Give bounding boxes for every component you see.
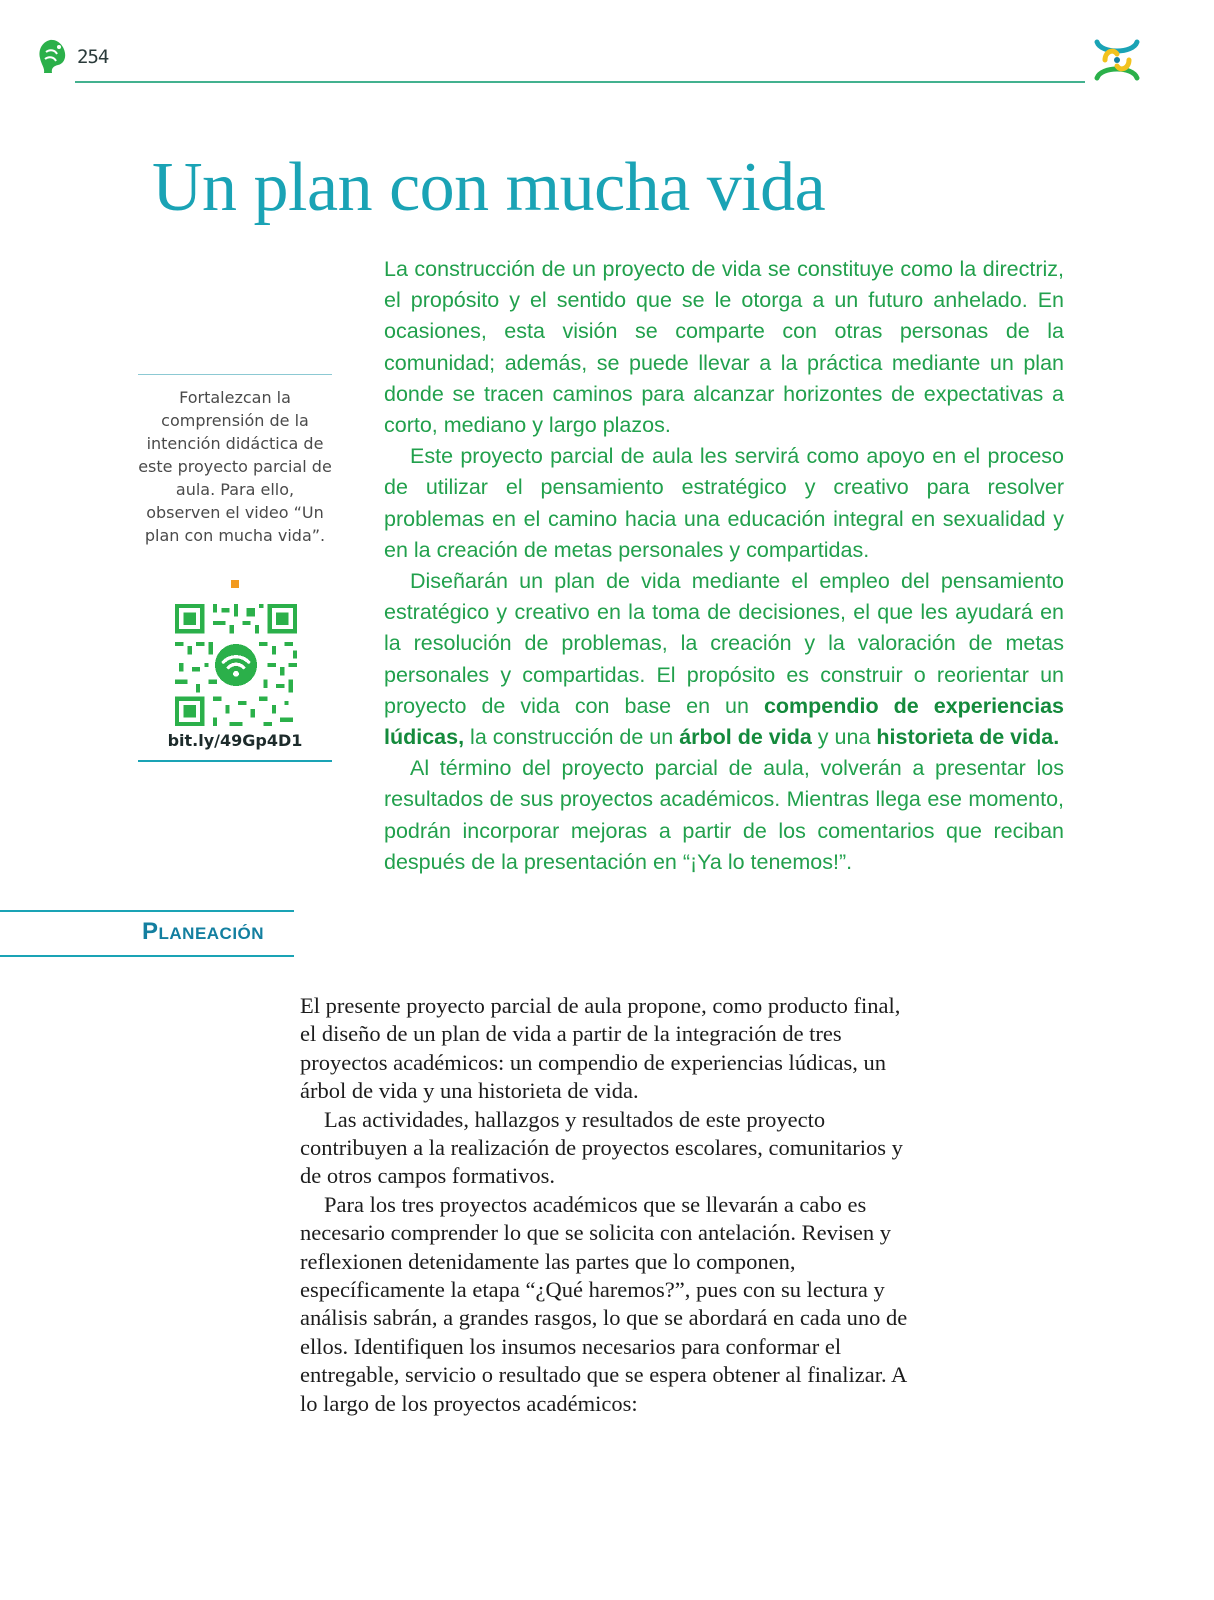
highlight-historieta: historieta de vida. bbox=[876, 725, 1060, 750]
page-title: Un plan con mucha vida bbox=[152, 149, 826, 226]
sidebar-bottom-rule bbox=[138, 760, 332, 762]
intro-paragraph-3 bbox=[384, 566, 1064, 753]
body-text bbox=[300, 992, 920, 1418]
intro-paragraph-3-text-d: y una bbox=[811, 725, 877, 750]
header-rule bbox=[75, 81, 1085, 83]
sidebar-top-rule bbox=[138, 374, 332, 375]
sidebar-note: Fortalezcan la comprensión de la intención didáctica de este proyecto parcial de aula. Para ello, observen el video “Un plan con mucha vida”. bbox=[138, 388, 332, 545]
intro-paragraph-3-text-a: Diseñarán un plan de vida mediante el empleo del pensamiento estratégico y creativo en la toma de decisiones, el que les ayudará en la resolución de problemas, la creación y la valoración de metas personales y compartidas. El propósito es construir o reorientar un proyecto de vida con base en un bbox=[384, 569, 1064, 718]
section-bottom-rule bbox=[0, 955, 294, 957]
orange-marker-icon bbox=[231, 580, 239, 588]
intro-text bbox=[384, 254, 1064, 878]
page-number: 254 bbox=[77, 46, 109, 68]
highlight-arbol: árbol de vida bbox=[679, 725, 812, 750]
intro-paragraph-3-text-c: la construcción de un bbox=[464, 725, 680, 750]
qr-code-icon[interactable] bbox=[175, 604, 297, 726]
body-paragraph-1: El presente proyecto parcial de aula propone, como producto final, el diseño de un plan de vida a partir de la integración de tres proyectos académicos: un compendio de experiencias lúdicas, un árbol de vida y una historieta de vida. bbox=[300, 993, 901, 1104]
body-paragraph-2: Las actividades, hallazgos y resultados de este proyecto contribuyen a la realización de proyectos escolares, comunitarios y de otros campos formativos. bbox=[300, 1106, 903, 1189]
section-heading-planeacion: Planeación bbox=[142, 918, 265, 945]
colored-knot-emblem-icon bbox=[1091, 34, 1143, 86]
leaf-head-icon bbox=[36, 38, 68, 74]
intro-paragraph-2: Este proyecto parcial de aula les servirá como apoyo en el proceso de utilizar el pensamiento estratégico y creativo para resolver problemas en el camino hacia una educación integral en sexualidad y en la creación de metas personales y compartidas. bbox=[384, 444, 1064, 562]
body-paragraph-3: Para los tres proyectos académicos que se llevarán a cabo es necesario comprender lo que se solicita con antelación. Revisen y reflexionen detenidamente las partes que lo componen, específicamente la etapa “¿Qué haremos?”, pues con su lectura y análisis sabrán, a grandes rasgos, lo que se abordará en cada uno de ellos. Identifiquen los insumos necesarios para conformar el entregable, servicio o resultado que se espera obtener al finalizar. A lo largo de los proyectos académicos: bbox=[300, 1191, 908, 1416]
section-top-rule bbox=[0, 910, 294, 912]
intro-paragraph-1: La construcción de un proyecto de vida se constituye como la directriz, el propósito y el sentido que se le otorga a un futuro anhelado. En ocasiones, esta visión se comparte con otras personas de la comunidad; además, se puede llevar a la práctica mediante un plan donde se tracen caminos para alcanzar horizontes de expectativas a corto, mediano y largo plazos. bbox=[384, 257, 1064, 438]
video-link[interactable]: bit.ly/49Gp4D1 bbox=[167, 731, 303, 750]
intro-paragraph-4: Al término del proyecto parcial de aula, volverán a presentar los resultados de sus proyectos académicos. Mientras llega ese momento, podrán incorporar mejoras a partir de los comentarios que reciban después de la presentación en “¡Ya lo tenemos!”. bbox=[384, 756, 1064, 874]
highlight-compendio: compendio de experiencias lúdicas, bbox=[384, 693, 1064, 750]
